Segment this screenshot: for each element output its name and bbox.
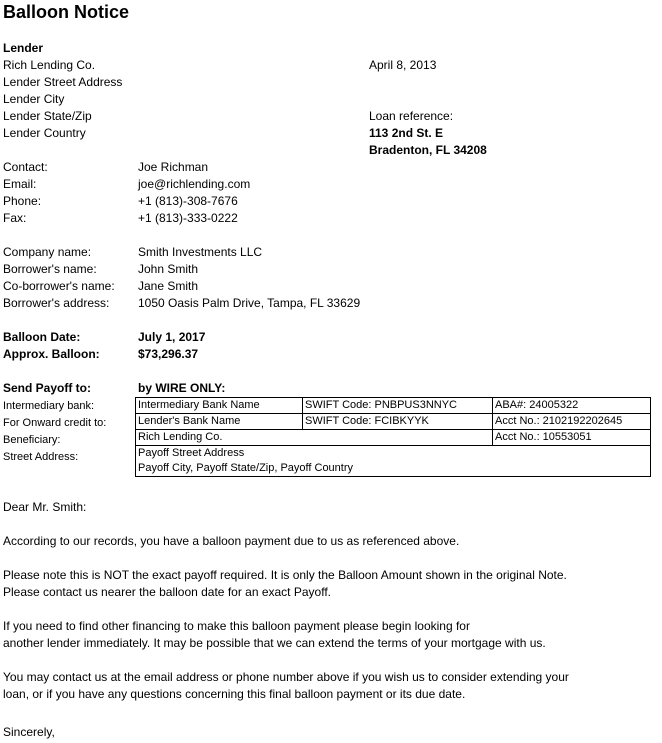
letter-paragraph-2-line-2: Please contact us nearer the balloon date for an exact Payoff. — [3, 585, 331, 599]
table-row — [136, 430, 651, 446]
loan-reference-label: Loan reference: — [369, 109, 454, 123]
payoff-method: by WIRE ONLY: — [138, 381, 226, 395]
intermediary-aba: ABA#: 24005322 — [493, 398, 651, 414]
letter-paragraph-4-line-1: You may contact us at the email address or phone number above if you wish us to consider extending your — [3, 670, 569, 684]
loan-reference-line1: 113 2nd St. E — [369, 126, 444, 140]
email-label: Email: — [3, 177, 37, 191]
table-row — [136, 446, 651, 462]
beneficiary-acct: Acct No.: 10553051 — [493, 430, 651, 446]
notice-date: April 8, 2013 — [369, 58, 437, 72]
beneficiary-label: Beneficiary: — [3, 434, 61, 446]
balloon-date-label: Balloon Date: — [3, 330, 81, 344]
lender-heading: Lender — [3, 41, 44, 55]
fax-label: Fax: — [3, 211, 27, 225]
intermediary-bank-name: Intermediary Bank Name — [136, 398, 303, 414]
page-title: Balloon Notice — [3, 2, 130, 22]
company-name-label: Company name: — [3, 245, 92, 259]
fax-value: +1 (813)-333-0222 — [138, 211, 238, 225]
contact-value: Joe Richman — [138, 160, 209, 174]
table-row — [136, 461, 651, 477]
lender-state-zip: Lender State/Zip — [3, 109, 92, 123]
borrower-address-value: 1050 Oasis Palm Drive, Tampa, FL 33629 — [138, 296, 361, 310]
company-name-value: Smith Investments LLC — [138, 245, 263, 259]
onward-bank-name: Lender's Bank Name — [136, 414, 303, 430]
borrower-address-label: Borrower's address: — [3, 296, 110, 310]
intermediary-swift: SWIFT Code: PNBPUS3NNYC — [303, 398, 493, 414]
contact-label: Contact: — [3, 160, 48, 174]
balloon-date-value: July 1, 2017 — [138, 330, 206, 344]
letter-paragraph-3-line-1: If you need to find other financing to make this balloon payment please begin looking for — [3, 619, 470, 633]
lender-country: Lender Country — [3, 126, 86, 140]
borrower-name-value: John Smith — [138, 262, 199, 276]
balloon-amount-value: $73,296.37 — [138, 347, 199, 361]
letter-paragraph-1: According to our records, you have a balloon payment due to us as referenced above. — [3, 534, 460, 548]
letter-paragraph-4-line-2: loan, or if you have any questions concerning this final balloon payment or its due date. — [3, 687, 466, 701]
closing: Sincerely, — [3, 725, 55, 739]
lender-name: Rich Lending Co. — [3, 58, 96, 72]
beneficiary-name: Rich Lending Co. — [136, 430, 493, 446]
payoff-city-line: Payoff City, Payoff State/Zip, Payoff Country — [136, 461, 651, 477]
loan-reference-line2: Bradenton, FL 34208 — [369, 143, 487, 157]
coborrower-name-value: Jane Smith — [138, 279, 199, 293]
salutation: Dear Mr. Smith: — [3, 500, 87, 514]
table-row — [136, 398, 651, 414]
phone-label: Phone: — [3, 194, 42, 208]
onward-swift: SWIFT Code: FCIBKYYK — [303, 414, 493, 430]
table-row — [136, 414, 651, 430]
onward-acct: Acct No.: 2102192202645 — [493, 414, 651, 430]
street-address-label: Street Address: — [3, 451, 79, 463]
letter-paragraph-2-line-1: Please note this is NOT the exact payoff required. It is only the Balloon Amount shown in the original Note. — [3, 568, 567, 582]
balloon-amount-label: Approx. Balloon: — [3, 347, 100, 361]
lender-street: Lender Street Address — [3, 75, 123, 89]
email-value: joe@richlending.com — [138, 177, 251, 191]
lender-city: Lender City — [3, 92, 65, 106]
payoff-street: Payoff Street Address — [136, 446, 651, 462]
intermediary-bank-label: Intermediary bank: — [3, 400, 95, 412]
coborrower-name-label: Co-borrower's name: — [3, 279, 115, 293]
wire-instructions-table — [135, 397, 651, 477]
onward-credit-label: For Onward credit to: — [3, 417, 107, 429]
phone-value: +1 (813)-308-7676 — [138, 194, 238, 208]
payoff-heading: Send Payoff to: — [3, 381, 92, 395]
borrower-name-label: Borrower's name: — [3, 262, 97, 276]
letter-paragraph-3-line-2: another lender immediately. It may be possible that we can extend the terms of your mortgage with us. — [3, 636, 546, 650]
